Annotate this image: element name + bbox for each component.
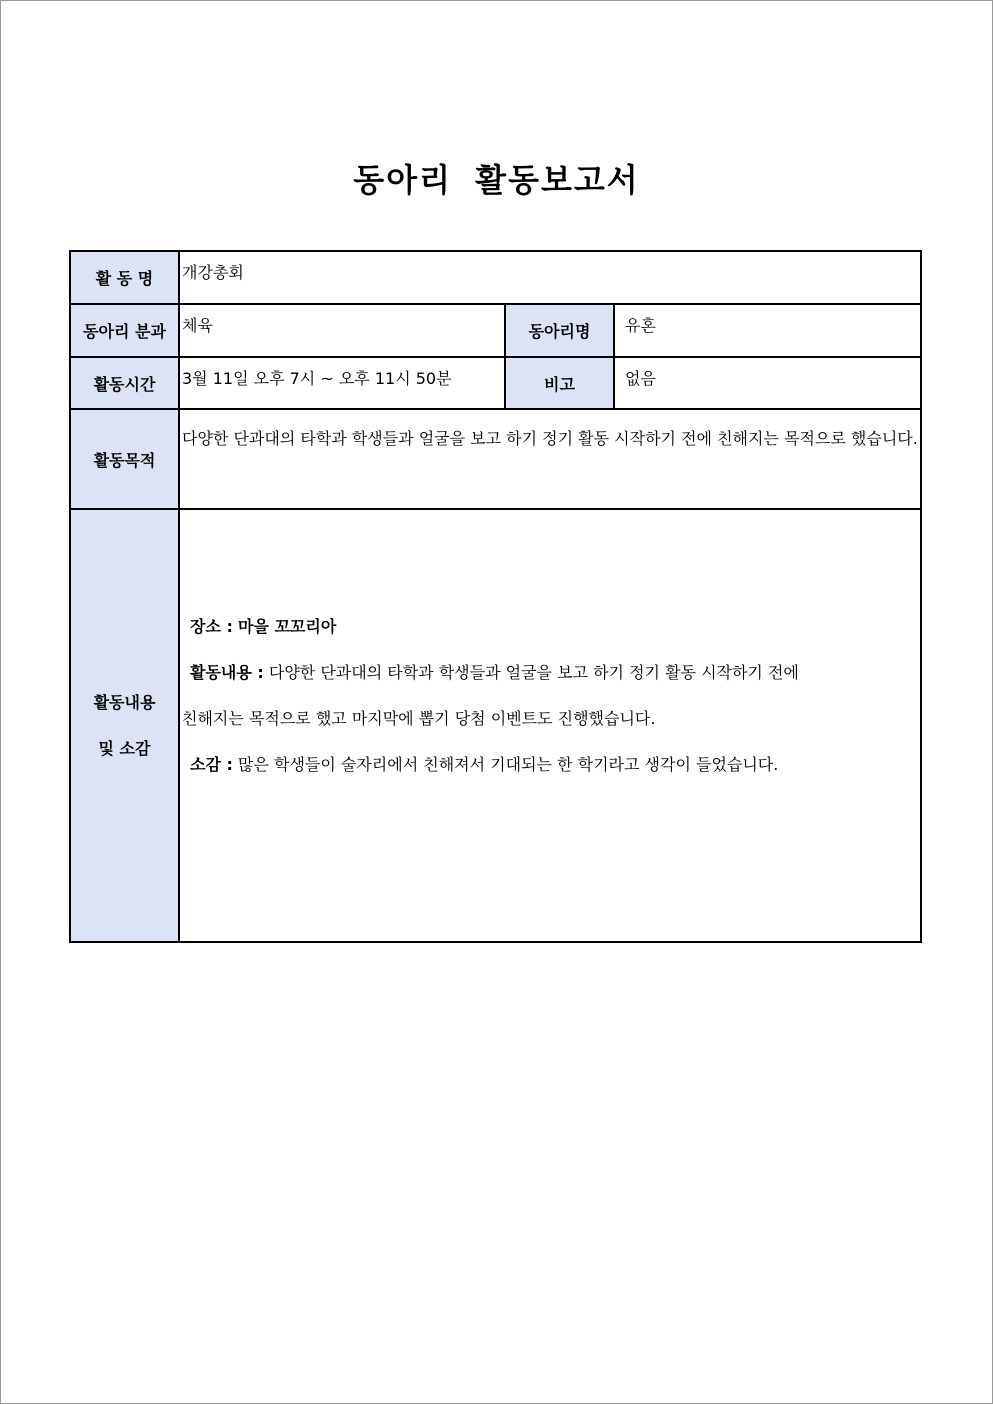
row-time <box>70 357 921 409</box>
category-value: 체육 <box>179 304 505 357</box>
content-label <box>70 509 179 942</box>
row-content <box>70 509 921 942</box>
time-label: 활동시간 <box>70 357 179 409</box>
content-label-line1: 활동내용 <box>93 692 156 712</box>
row-activity-name <box>70 251 921 304</box>
purpose-value: 다양한 단과대의 타학과 학생들과 얼굴을 보고 하기 정기 활동 시작하기 전에 친해지는 목적으로 했습니다. <box>182 429 918 448</box>
row-category <box>70 304 921 357</box>
club-name-value: 유혼 <box>614 304 921 357</box>
impression-label: 소감 : <box>190 755 233 774</box>
document-title: 동아리 활동보고서 <box>353 161 640 199</box>
impression-value: 많은 학생들이 술자리에서 친해져서 기대되는 한 학기라고 생각이 들었습니다. <box>237 755 779 774</box>
place-line <box>180 604 920 650</box>
purpose-cell <box>179 409 921 509</box>
activity-continuation-line <box>180 696 920 742</box>
activity-label: 활동내용 : <box>190 663 264 682</box>
club-name-label: 동아리명 <box>505 304 614 357</box>
activity-line <box>180 650 920 696</box>
time-value: 3월 11일 오후 7시 ~ 오후 11시 50분 <box>179 357 505 409</box>
place-value: 마을 꼬꼬리아 <box>237 617 337 636</box>
activity-text-line2: 친해지는 목적으로 했고 마지막에 뽑기 당첨 이벤트도 진행했습니다. <box>182 709 656 728</box>
activity-name-label: 활 동 명 <box>70 251 179 304</box>
place-label: 장소 : <box>190 617 233 636</box>
impression-line <box>180 742 920 788</box>
remarks-label: 비고 <box>505 357 614 409</box>
content-cell <box>179 509 921 942</box>
content-label-line2: 및 소감 <box>98 738 151 758</box>
activity-report-table <box>69 250 922 943</box>
purpose-label: 활동목적 <box>70 409 179 509</box>
category-label: 동아리 분과 <box>70 304 179 357</box>
row-purpose <box>70 409 921 509</box>
activity-name-value: 개강총회 <box>179 251 921 304</box>
activity-text-line1: 다양한 단과대의 타학과 학생들과 얼굴을 보고 하기 정기 활동 시작하기 전에 <box>268 663 799 682</box>
remarks-value: 없음 <box>614 357 921 409</box>
